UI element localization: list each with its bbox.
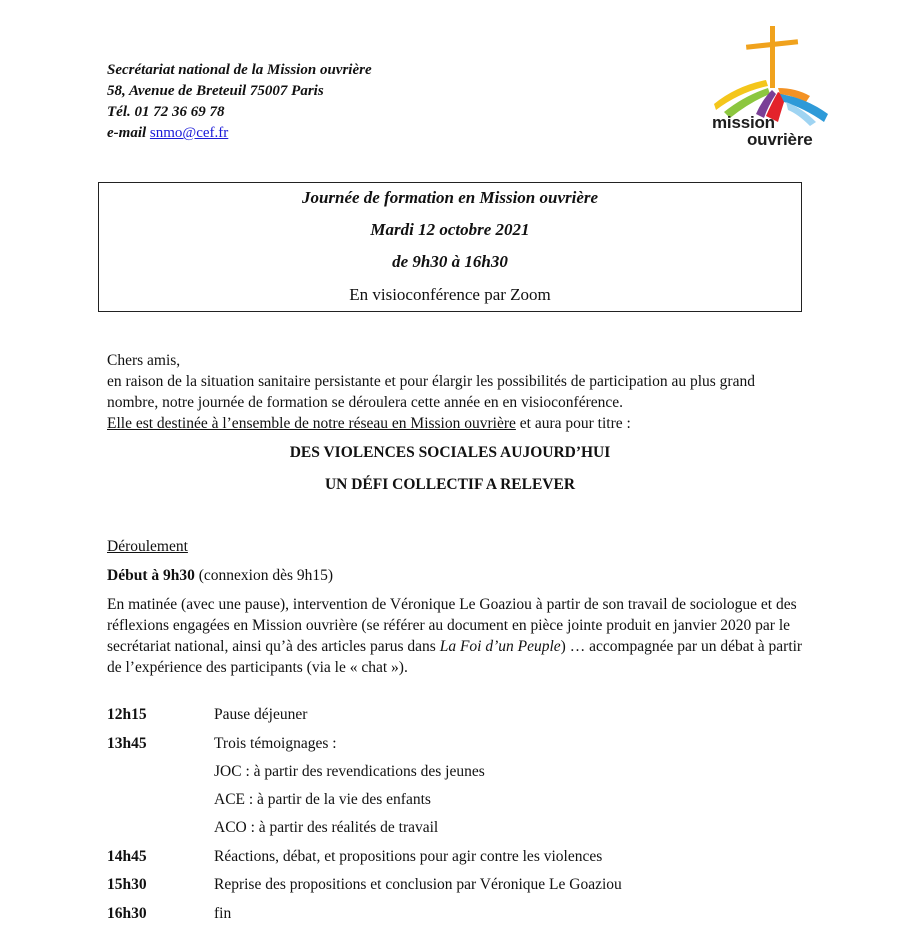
event-mode: En visioconférence par Zoom: [349, 285, 551, 304]
schedule-item: Réactions, débat, et propositions pour agir contre les violences: [214, 848, 603, 865]
logo-word-mission: mission: [712, 113, 775, 132]
morning-publication: La Foi d’un Peuple: [439, 638, 561, 655]
event-hours: de 9h30 à 16h30: [392, 252, 508, 271]
sender-phone: Tél. 01 72 36 69 78: [107, 104, 225, 120]
sender-name: Secrétariat national de la Mission ouvrière: [107, 62, 372, 78]
theme-line-1: DES VIOLENCES SOCIALES AUJOURD’HUI: [289, 444, 611, 461]
logo-word-ouvriere: ouvrière: [747, 130, 813, 149]
destination-underlined: Elle est destinée à l’ensemble de notre réseau en Mission ouvrière: [107, 415, 516, 432]
schedule-item: ACE : à partir de la vie des enfants: [214, 791, 431, 808]
schedule-time: 16h30: [107, 905, 147, 922]
schedule-item: Pause déjeuner: [214, 706, 308, 723]
schedule-item: Trois témoignages :: [214, 735, 337, 752]
program-start: [107, 565, 807, 586]
intro-destination: [107, 413, 807, 434]
schedule-time: 12h15: [107, 706, 147, 723]
event-title: Journée de formation en Mission ouvrière: [301, 188, 599, 207]
morning-text-1: En matinée (avec une pause), intervention de Véronique Le Goaziou à partir de son travail de sociologue et des réflexions engagées en Mission ouvrière (se référer au document en pièce jointe produit en janvier 2020 par le secrétariat national, ainsi qu’à des articles parus dans: [107, 596, 797, 655]
sender-street: 58, Avenue de Breteuil 75007 Paris: [107, 83, 324, 99]
email-label: e-mail: [107, 125, 150, 141]
email-link[interactable]: snmo@cef.fr: [149, 125, 229, 141]
destination-rest: et aura pour titre :: [515, 415, 631, 432]
start-note: (connexion dès 9h15): [194, 567, 334, 584]
sender-address: [107, 60, 372, 144]
program-heading: Déroulement: [107, 538, 188, 555]
schedule-time: 13h45: [107, 735, 147, 752]
start-time: Début à 9h30: [107, 567, 195, 584]
morning-description: [107, 594, 807, 678]
theme-line-2: UN DÉFI COLLECTIF A RELEVER: [324, 476, 576, 493]
schedule-item: ACO : à partir des réalités de travail: [214, 819, 439, 836]
event-date: Mardi 12 octobre 2021: [370, 220, 530, 239]
schedule-time: 15h30: [107, 876, 147, 893]
schedule-item: Reprise des propositions et conclusion par Véronique Le Goaziou: [214, 876, 622, 893]
schedule-item: JOC : à partir des revendications des jeunes: [214, 763, 485, 780]
event-summary-box: [98, 182, 802, 312]
cross-vertical-icon: [770, 26, 775, 88]
schedule-item: fin: [214, 905, 232, 922]
intro-paragraph: [107, 350, 807, 434]
schedule-time: 14h45: [107, 848, 147, 865]
logo-wordmark: [712, 114, 813, 148]
sender-email-line: [107, 123, 372, 144]
intro-body: en raison de la situation sanitaire persistante et pour élargir les possibilités de participation au plus grand nombre, notre journée de formation se déroulera cette année en en visioconférence.: [107, 373, 755, 411]
morning-text-2: ) … accompagnée par un débat à partir de l’expérience des participants (via le « chat »).: [107, 638, 803, 676]
greeting: Chers amis,: [107, 352, 181, 369]
